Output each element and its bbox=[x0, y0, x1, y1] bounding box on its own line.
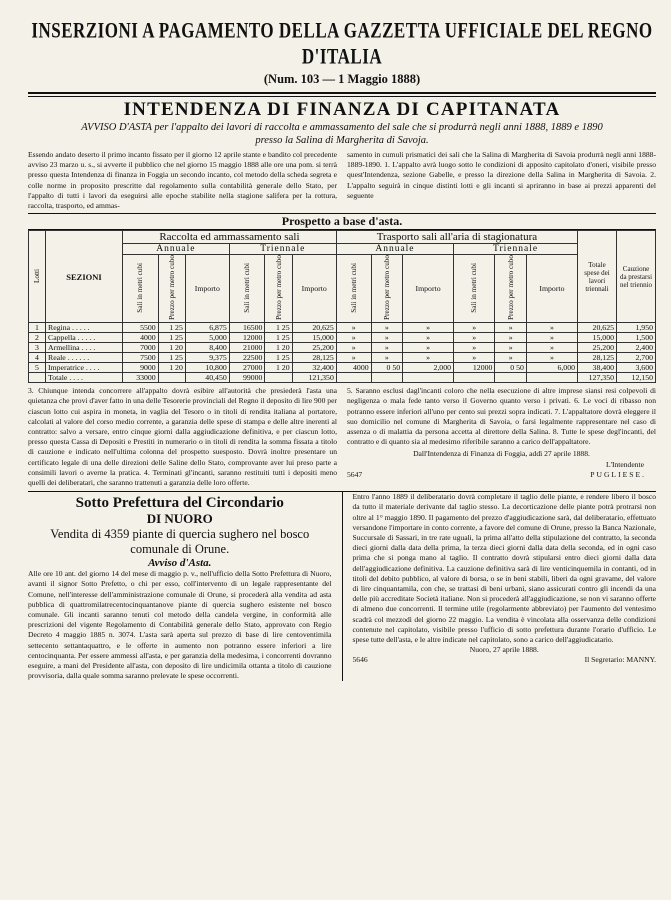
col-totale-spese: Totale spese dei lavori triennali bbox=[578, 231, 617, 323]
row-lotto: 2 bbox=[29, 333, 46, 343]
row-cell-a-imp: 10,800 bbox=[185, 363, 229, 373]
trasporto-annuale: Annuale bbox=[336, 244, 453, 255]
row-cell-t-imp: 20,625 bbox=[292, 323, 336, 333]
row-sezione: Regina . . . . . bbox=[46, 323, 123, 333]
row-cell-tot: 28,125 bbox=[578, 353, 617, 363]
conditions-right-text: 5. Saranno esclusi dagl'incanti coloro che nella esecuzione di altre imprese siansi resi colpevoli di negligenza o mala fede tanto verso il Governo quanto verso i privati. 6. Le voci di ribasso non potranno essere inferiori all'uno per cento sui prezzi sopra indicati. 7. L'appaltatore dovrà eleggere il suo domicilio nel comune di Margherita di Savoia, o farsi legalmente rappresentare nel caso di assenza o di malattia da persona accetta al direttore della Salina. 8. Tutte le spese degl'incanti, del contratto e di quanto sia al medesimo riferibile saranno a carico dell'appaltatore. bbox=[347, 386, 656, 447]
intro-col-right: samento in cumuli prismatici dei sali che la Salina di Margherita di Savoia produrrà negli anni 1888-1889-1890. 1. L'appalto avrà luogo sotto le condizioni di apposito capitolato d'oneri, visibile presso quest'Intendenza, sezione Gabelle, e presso la direzione della Salina in Margherita di Savoia. 2. L'appalto seguirà in cinque distinti lotti e gli incanti si apriranno in base ai prezzi apparenti del seguente bbox=[347, 150, 656, 200]
intendente-label: L'Intendente bbox=[605, 459, 644, 469]
intendenza-title: INTENDENZA DI FINANZA DI CAPITANATA bbox=[123, 99, 561, 120]
row-cell-tt-imp: » bbox=[526, 343, 577, 353]
row-cell-a-prezzo: 1 20 bbox=[158, 343, 185, 353]
hdr-importo: Importo bbox=[292, 255, 336, 323]
total-cell: 33000 bbox=[123, 373, 159, 383]
prospetto-table bbox=[28, 230, 656, 383]
row-cell-tot: 15,000 bbox=[578, 333, 617, 343]
row-cell-ta-prezzo: » bbox=[371, 333, 403, 343]
row-cell-ta-imp: » bbox=[403, 333, 454, 343]
row-cell-ta-sali: » bbox=[336, 343, 371, 353]
row-cell-a-prezzo: 1 25 bbox=[158, 333, 185, 343]
row-cell-a-imp: 6,875 bbox=[185, 323, 229, 333]
row-cell-ta-sali: » bbox=[336, 353, 371, 363]
row-cell-cau: 2,700 bbox=[617, 353, 656, 363]
hdr-sali: Sali in metri cubi bbox=[470, 262, 479, 313]
row-cell-tt-imp: » bbox=[526, 353, 577, 363]
intro-col-left: Essendo andato deserto il primo incanto fissato per il giorno 12 aprile stante e bandito col precedente avviso 23 marzo u. s., si avverte il pubblico che nel giorno 15 maggio 1888 alle ore una pom. si terrà presso questa Intendenza di finanza in Foggia un secondo incanto, col metodo della scheda segreta e colle norme in proposito prescritte dal regolamento sulla contabilità generale dello Stato, per l'appalto di tutti i lavori da eseguirsi alle epoche stabilite nella stagione salifera per la rottura, raccolta, trasporto, ed ammas- bbox=[28, 150, 337, 211]
conditions-right bbox=[347, 386, 656, 488]
hdr-sali: Sali in metri cubi bbox=[349, 262, 358, 313]
row-cell-t-sali: 27000 bbox=[229, 363, 265, 373]
row-cell-cau: 1,500 bbox=[617, 333, 656, 343]
row-cell-a-imp: 9,375 bbox=[185, 353, 229, 363]
table-body bbox=[29, 323, 656, 373]
group-trasporto: Trasporto sali all'aria di stagionatura bbox=[336, 231, 577, 244]
row-cell-ta-sali: » bbox=[336, 333, 371, 343]
intendenza-code: 5647 bbox=[347, 469, 363, 479]
total-cell: 127,350 bbox=[578, 373, 617, 383]
table-row bbox=[29, 363, 656, 373]
row-cell-t-prezzo: 1 20 bbox=[265, 343, 292, 353]
nuoro-title-1: Sotto Prefettura del Circondario bbox=[75, 495, 284, 512]
hdr-importo: Importo bbox=[403, 255, 454, 323]
avviso-line-1: AVVISO D'ASTA per l'appalto dei lavori di raccolta e ammassamento del sale che si produrrà negli anni 1888, 1889 e 1890 bbox=[81, 122, 603, 133]
trasporto-triennale: Triennale bbox=[454, 244, 578, 255]
row-cell-ta-prezzo: » bbox=[371, 353, 403, 363]
row-cell-a-prezzo: 1 25 bbox=[158, 323, 185, 333]
nuoro-avviso: Avviso d'Asta. bbox=[148, 557, 212, 570]
issue-line: (Num. 103 — 1 Maggio 1888) bbox=[263, 72, 421, 86]
raccolta-annuale: Annuale bbox=[123, 244, 230, 255]
hdr-sali: Sali in metri cubi bbox=[243, 262, 252, 313]
nuoro-date: Nuoro, 27 aprile 1888. bbox=[469, 645, 539, 655]
row-cell-ta-imp: » bbox=[403, 353, 454, 363]
nuoro-left-text: Alle ore 10 ant. del giorno 14 del mese di maggio p. v., nell'ufficio della Sotto Prefettura di Nuoro, avanti il signor Sotto Prefetto, o chi per esso, coll'intervento di un legale rappresentante del Comune, nell'interesse dell'amministrazione comunale di Orune, si procederà alla vendita ad asta pubblica di quattromilatrecentocinquantanove piante di quercia sughero esistente nel bosco comunale. Gli incanti saranno tenuti col metodo della candela vergine, in conformità alle prescrizioni del vigente Regolamento di Contabilità generale dello Stato, approvato con Regio Decreto 4 maggio 1885 n. 3074. L'asta sarà aperta sul prezzo di base di lire centoventimila settecento settantaquattro, e le offerte in aumento non potranno essere inferiori a lire centocinquanta. Per essere ammessi all'asta, e per garanzia della medesima, i concorrenti dovranno eseguire, a mani del Presidente all'asta, con deposito di lire undicimila ottanta a titolo di cauzione provvisoria, dalla quale somma saranno prelevate le spese occorrenti. bbox=[28, 569, 332, 681]
total-cell: 99000 bbox=[229, 373, 265, 383]
nuoro-secretary: Il Segretario: MANNY. bbox=[584, 655, 656, 665]
total-cell: 121,350 bbox=[292, 373, 336, 383]
row-sezione: Cappella . . . . . bbox=[46, 333, 123, 343]
nuoro-section bbox=[28, 492, 656, 681]
row-cell-ta-prezzo: » bbox=[371, 343, 403, 353]
row-cell-ta-sali: » bbox=[336, 323, 371, 333]
row-cell-t-prezzo: 1 25 bbox=[265, 323, 292, 333]
row-cell-tt-prezzo: » bbox=[495, 343, 527, 353]
row-cell-tt-prezzo: » bbox=[495, 333, 527, 343]
row-lotto: 5 bbox=[29, 363, 46, 373]
nuoro-code: 5646 bbox=[352, 655, 368, 665]
prospetto-heading: Prospetto a base d'asta. bbox=[28, 213, 656, 230]
row-cell-a-sali: 7000 bbox=[123, 343, 159, 353]
nuoro-title-2: DI NUORO bbox=[146, 511, 213, 527]
row-sezione: Reale . . . . . . bbox=[46, 353, 123, 363]
row-cell-ta-prezzo: 0 50 bbox=[371, 363, 403, 373]
row-sezione: Armellina . . . . bbox=[46, 343, 123, 353]
col-sezioni: SEZIONI bbox=[46, 231, 123, 323]
row-cell-ta-imp: » bbox=[403, 323, 454, 333]
total-label: Totale . . . . bbox=[46, 373, 123, 383]
total-cell: 12,150 bbox=[617, 373, 656, 383]
row-cell-tt-imp: » bbox=[526, 333, 577, 343]
table-row bbox=[29, 333, 656, 343]
row-cell-t-sali: 16500 bbox=[229, 323, 265, 333]
row-cell-t-imp: 32,400 bbox=[292, 363, 336, 373]
hdr-prezzo: Prezzo per metro cubo bbox=[167, 255, 176, 321]
row-cell-tt-sali: 12000 bbox=[454, 363, 495, 373]
conditions-left: 3. Chiunque intenda concorrere all'appalto dovrà esibire all'autorità che presiederà l'asta una quietanza che provi d'aver fatto in una delle Tesorerie provinciali del Regno il deposito di lire 900 per ciascun lotto cui aspira in moneta, in vaglia del Tesoro o in titoli di rendita italiana al portatore, calcolati al valore del corso medio corrente, a garanzia delle spese di stampa e delle altre inerenti al contratto: salvo a versare, entro cinque giorni dalla aggiudicazione definitiva, e per ciascun lotto, presso questa Cassa di Depositi e Prestiti in numerario o in titoli di rendita la somma fissata a titolo di cauzione e indicato nell'ultima colonna del prospetto suesposto. Dovrà inoltre presentare un certificato legale di una delle direzioni delle Saline dello Stato, comprovante aver lui preso parte a consimili lavori o averne la pratica. 4. Terminati gl'incanti, saranno restituiti tutti i depositi meno quelli dei deliberatari, che saranno trattenuti a garanzia delle loro offerte. bbox=[28, 386, 337, 487]
row-cell-t-sali: 21000 bbox=[229, 343, 265, 353]
row-cell-ta-imp: » bbox=[403, 343, 454, 353]
row-cell-t-sali: 12000 bbox=[229, 333, 265, 343]
row-cell-a-prezzo: 1 25 bbox=[158, 353, 185, 363]
row-cell-a-sali: 7500 bbox=[123, 353, 159, 363]
row-cell-ta-sali: 4000 bbox=[336, 363, 371, 373]
row-cell-tt-prezzo: 0 50 bbox=[495, 363, 527, 373]
row-cell-tt-sali: » bbox=[454, 333, 495, 343]
total-cell: 40,450 bbox=[185, 373, 229, 383]
masthead-title: INSERZIONI A PAGAMENTO DELLA GAZZETTA UFFICIALE DEL REGNO D'ITALIA bbox=[31, 18, 653, 69]
row-cell-tt-prezzo: » bbox=[495, 323, 527, 333]
intendenza-conditions bbox=[28, 386, 656, 488]
nuoro-vendita: Vendita di 4359 piante di quercia sughero nel bosco comunale di Orune. bbox=[50, 527, 310, 557]
col-lotti: Lotti bbox=[33, 268, 41, 283]
nuoro-left bbox=[28, 492, 332, 681]
row-cell-a-sali: 4000 bbox=[123, 333, 159, 343]
row-lotto: 4 bbox=[29, 353, 46, 363]
table-row bbox=[29, 343, 656, 353]
intendenza-signer: PUGLIESE. bbox=[590, 469, 646, 479]
group-raccolta: Raccolta ed ammassamento sali bbox=[123, 231, 337, 244]
hdr-importo: Importo bbox=[185, 255, 229, 323]
hdr-sali: Sali in metri cubi bbox=[136, 262, 145, 313]
row-cell-tot: 38,400 bbox=[578, 363, 617, 373]
row-cell-a-imp: 5,000 bbox=[185, 333, 229, 343]
hdr-prezzo: Prezzo per metro cubo bbox=[274, 255, 283, 321]
table-row bbox=[29, 323, 656, 333]
col-cauzione: Cauzione da prestarsi nel triennio bbox=[617, 231, 656, 323]
row-cell-a-sali: 5500 bbox=[123, 323, 159, 333]
row-sezione: Imperatrice . . . . bbox=[46, 363, 123, 373]
nuoro-right bbox=[353, 492, 657, 681]
row-cell-tot: 20,625 bbox=[578, 323, 617, 333]
row-cell-t-imp: 28,125 bbox=[292, 353, 336, 363]
row-cell-a-prezzo: 1 20 bbox=[158, 363, 185, 373]
row-cell-tot: 25,200 bbox=[578, 343, 617, 353]
row-cell-ta-prezzo: » bbox=[371, 323, 403, 333]
nuoro-right-text: Entro l'anno 1889 il deliberatario dovrà completare il taglio delle piante, e rendere libero il bosco da tutto il materiale derivante dal taglio stesso. La decorticazione delle piante potrà protrarsi non oltre al 1° maggio 1890. Il pagamento del prezzo d'aggiudicazione sarà, dal deliberatario, effettuato versandone l'importare in conto corrente, a favore del comune di Orune, presso la Banca Nazionale, Succursale di Sassari, in tre rate uguali, la prima all'atto della stipulazione del contratto, la seconda dieci giorni dalla data della prima, la terza dieci giorni dalla data della seconda, ed in ogni caso prima che si ponga mano al taglio. Il contratto dovrà stipularsi entro dieci giorni dalla data dell'aggiudicazione definitiva. La cauzione definitiva sarà di lire venticinquemila in contanti, od in titoli del debito pubblico, al valore di borsa, o se in beni stabili, liberi da ogni gravame, del valore di lire cinquantamila, con che, se trattasi di beni urbani, siano assicurati contro gli incendi da una delle più accreditate Società italiane. Non si procederà all'aggiudicazione, se non vi saranno offerte di almeno due concorrenti. Il termine utile (regolarmente abbreviato) per l'aumento del ventesimo scadrà col mezzodì del giorno 22 maggio. La vendita è vincolata alla osservanza delle condizioni contenute nel capitolato, visibile presso l'ufficio di sotto prefettura durante l'orario d'ufficio. Le spese tutte dell'asta, e le altre indicate nel capitolato, sono a carico dell'aggiudicatario. bbox=[352, 492, 656, 644]
hdr-prezzo: Prezzo per metro cubo bbox=[382, 255, 391, 321]
row-cell-tt-sali: » bbox=[454, 343, 495, 353]
avviso-line-2: presso la Salina di Margherita di Savoja. bbox=[255, 135, 429, 146]
row-cell-tt-imp: » bbox=[526, 323, 577, 333]
row-cell-t-imp: 25,200 bbox=[292, 343, 336, 353]
header-rule bbox=[28, 92, 656, 97]
intendenza-intro bbox=[28, 150, 656, 211]
row-cell-t-imp: 15,000 bbox=[292, 333, 336, 343]
row-cell-a-sali: 9000 bbox=[123, 363, 159, 373]
row-cell-cau: 2,400 bbox=[617, 343, 656, 353]
row-cell-t-sali: 22500 bbox=[229, 353, 265, 363]
intendenza-date: Dall'Intendenza di Finanza di Foggia, addì 27 aprile 1888. bbox=[413, 449, 590, 459]
column-divider bbox=[342, 492, 343, 681]
row-cell-cau: 1,950 bbox=[617, 323, 656, 333]
row-cell-tt-imp: 6,000 bbox=[526, 363, 577, 373]
row-cell-a-imp: 8,400 bbox=[185, 343, 229, 353]
gazette-page bbox=[28, 20, 656, 681]
row-cell-tt-sali: » bbox=[454, 353, 495, 363]
raccolta-triennale: Triennale bbox=[229, 244, 336, 255]
row-cell-tt-sali: » bbox=[454, 323, 495, 333]
row-lotto: 1 bbox=[29, 323, 46, 333]
row-lotto: 3 bbox=[29, 343, 46, 353]
row-cell-t-prezzo: 1 20 bbox=[265, 363, 292, 373]
row-cell-t-prezzo: 1 25 bbox=[265, 353, 292, 363]
row-cell-t-prezzo: 1 25 bbox=[265, 333, 292, 343]
row-cell-tt-prezzo: » bbox=[495, 353, 527, 363]
table-total-row bbox=[29, 373, 656, 383]
row-cell-ta-imp: 2,000 bbox=[403, 363, 454, 373]
hdr-prezzo: Prezzo per metro cubo bbox=[506, 255, 515, 321]
table-row bbox=[29, 353, 656, 363]
hdr-importo: Importo bbox=[526, 255, 577, 323]
row-cell-cau: 3,600 bbox=[617, 363, 656, 373]
